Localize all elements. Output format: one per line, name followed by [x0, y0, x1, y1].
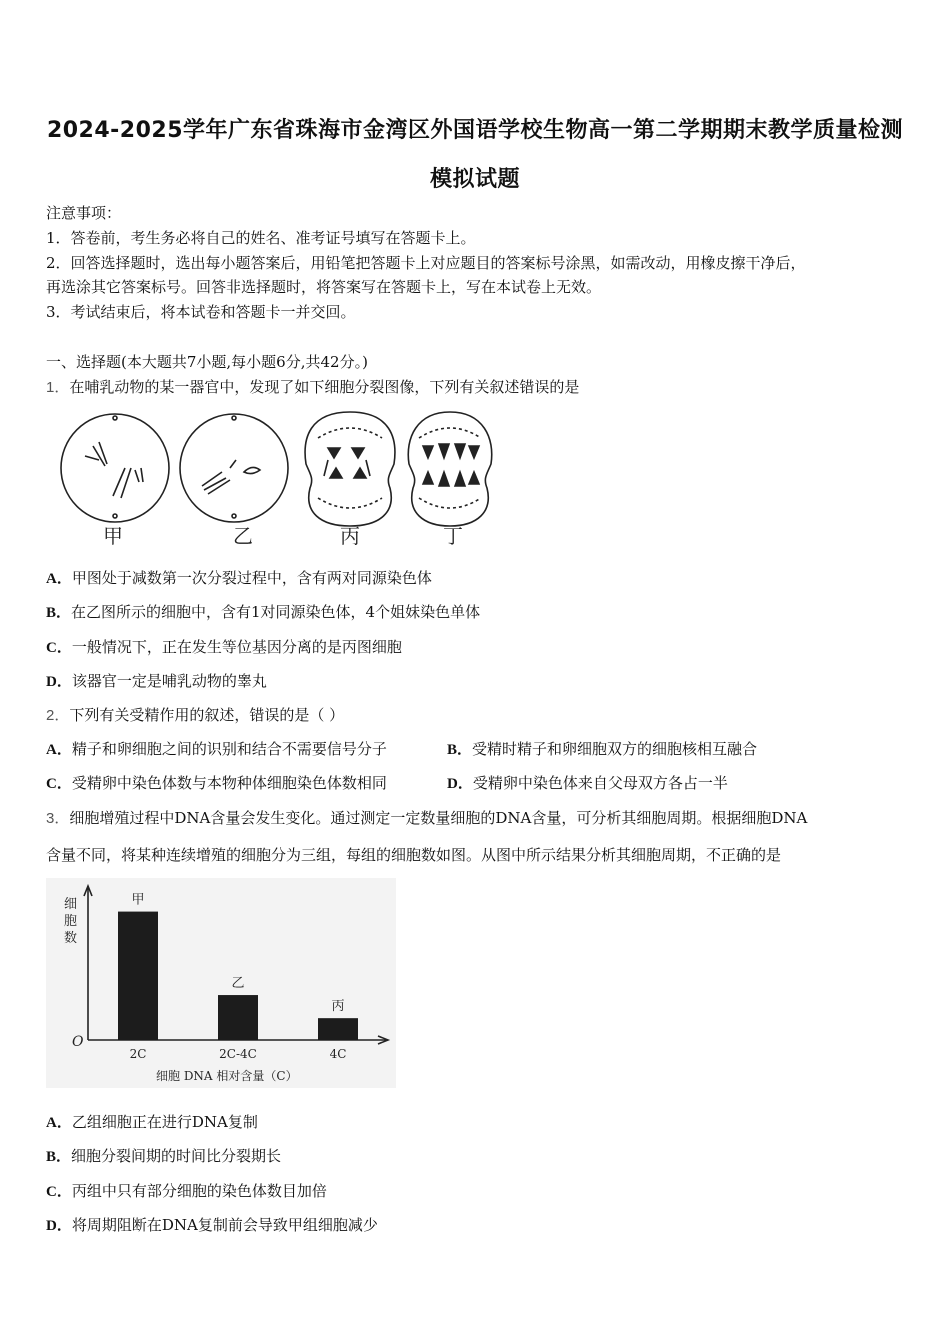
title-line-2: 模拟试题 — [429, 167, 520, 192]
q1-stem-text: 在哺乳动物的某一器官中，发现了如下细胞分裂图像，下列有关叙述错误的是 — [69, 378, 580, 396]
q2-option-c: C．受精卵中染色体数与本物种体细胞染色体数相同 — [46, 774, 387, 792]
q1-option-c: C．一般情况下，正在发生等位基因分离的是丙图细胞 — [46, 638, 402, 656]
q1-number: 1． — [46, 379, 70, 396]
notice-item-3: 3．考试结束后，将本试卷和答题卡一并交回。 — [46, 303, 356, 321]
notice-item-2b: 再选涂其它答案标号。回答非选择题时，将答案写在答题卡上，写在本试卷上无效。 — [46, 278, 602, 296]
cell-yi-drawing — [180, 414, 288, 522]
x-axis-title: 细胞 DNA 相对含量（C） — [156, 1069, 298, 1083]
fig-label-yi: 乙 — [233, 524, 253, 548]
q3-stem-1: 3．细胞增殖过程中DNA含量会发生变化。通过测定一定数量细胞的DNA含量，可分析其细胞周期。根据细胞DNA — [46, 809, 808, 827]
notice-item-1: 1．答卷前，考生务必将自己的姓名、准考证号填写在答题卡上。 — [46, 229, 476, 247]
section-heading: 一、选择题(本大题共7小题,每小题6分,共42分。) — [46, 353, 368, 371]
bar-label-4C: 丙 — [331, 999, 345, 1015]
origin-label: O — [72, 1034, 84, 1050]
q1-option-a: A．甲图处于减数第一次分裂过程中，含有两对同源染色体 — [46, 569, 432, 587]
cell-ding-drawing — [408, 412, 491, 526]
bar-label-2C-4C: 乙 — [231, 976, 245, 992]
fig-label-ding: 丁 — [443, 524, 463, 548]
x-tick-2C-4C: 2C-4C — [219, 1047, 257, 1061]
cell-jia-drawing — [61, 414, 169, 522]
y-label-2: 胞 — [64, 914, 78, 929]
bar-4C — [318, 1018, 358, 1040]
q3-option-d: D．将周期阻断在DNA复制前会导致甲组细胞减少 — [46, 1216, 378, 1234]
q2-stem: 2．下列有关受精作用的叙述，错误的是（ ） — [46, 706, 345, 724]
q2-option-b: B．受精时精子和卵细胞双方的细胞核相互融合 — [447, 740, 758, 758]
q3-option-c: C．丙组中只有部分细胞的染色体数目加倍 — [46, 1182, 327, 1200]
x-tick-2C: 2C — [129, 1047, 147, 1061]
q1-stem — [46, 377, 579, 398]
x-tick-4C: 4C — [329, 1047, 347, 1061]
q3-option-b: B．细胞分裂间期的时间比分裂期长 — [46, 1147, 282, 1165]
q1-option-b: B．在乙图所示的细胞中，含有1对同源染色体，4个姐妹染色单体 — [46, 603, 481, 621]
title-line-1: 2024-2025学年广东省珠海市金湾区外国语学校生物高一第二学期期末教学质量检测 — [46, 118, 904, 143]
fig-label-jia: 甲 — [103, 524, 123, 548]
notice-heading: 注意事项： — [46, 204, 122, 222]
dna-content-bar-chart — [46, 878, 396, 1088]
y-label-3: 数 — [64, 931, 78, 946]
notice-item-2a: 2．回答选择题时，选出每小题答案后，用铅笔把答题卡上对应题目的答案标号涂黑，如需改动，用橡皮擦干净后， — [46, 254, 806, 272]
q1-option-d: D．该器官一定是哺乳动物的睾丸 — [46, 672, 267, 690]
fig-label-bing: 丙 — [340, 524, 360, 548]
bar-2C-4C — [218, 995, 258, 1040]
q2-number: 2． — [46, 707, 70, 724]
q3-stem-2: 含量不同，将某种连续增殖的细胞分为三组，每组的细胞数如图。从图中所示结果分析其细胞周期，不正确的是 — [46, 846, 782, 864]
q3-option-a: A．乙组细胞正在进行DNA复制 — [46, 1113, 258, 1131]
q2-option-a: A．精子和卵细胞之间的识别和结合不需要信号分子 — [46, 740, 387, 758]
q2-option-d: D．受精卵中染色体来自父母双方各占一半 — [447, 774, 728, 792]
q3-number: 3． — [46, 810, 70, 827]
y-label-1: 细 — [64, 897, 78, 912]
bar-label-2C: 甲 — [131, 892, 145, 908]
cell-bing-drawing — [305, 412, 395, 526]
bar-2C — [118, 912, 158, 1040]
